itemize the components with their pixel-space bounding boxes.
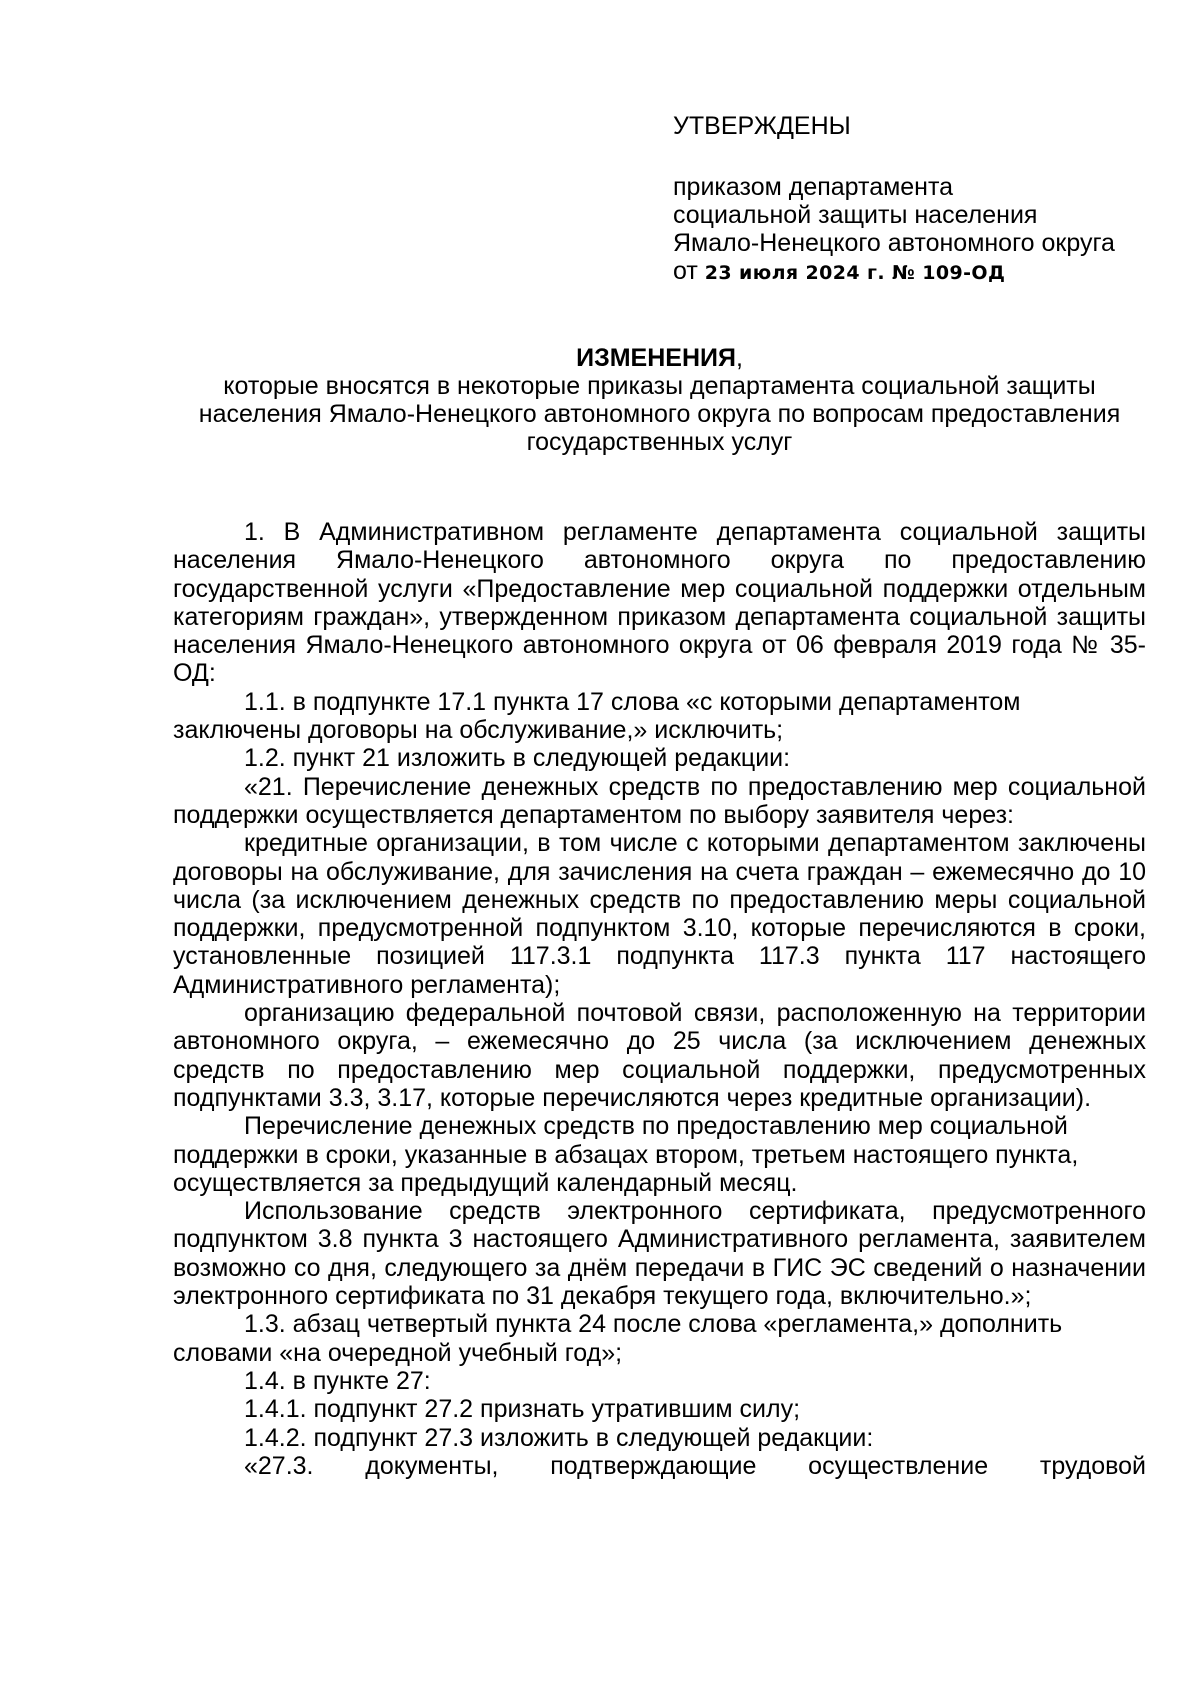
paragraph: кредитные организации, в том числе с которыми департаментом заключены договоры на обслуживание, для зачисления на счета граждан – ежемесячно до 10 числа (за исключением денежных средств по предоставлению меры социальной поддержки, предусмотренной подпунктом 3.10, которые перечисляются в сроки, установленные позицией 117.3.1 подпункта 117.3 пункта 117 настоящего Административного регламента);	[173, 829, 1146, 999]
paragraph: 1.4. в пункте 27:	[244, 1366, 431, 1395]
approval-title: УТВЕРЖДЕНЫ	[673, 112, 851, 140]
approval-date-stamp: 23 июля 2024 г. № 109-ОД	[704, 262, 1006, 284]
approval-date-line	[673, 257, 1173, 287]
approval-block	[673, 112, 1173, 287]
heading-title-suffix: ,	[735, 344, 743, 372]
paragraph: Перечисление денежных средств по предоставлению мер социальной поддержки в сроки, указанные в абзацах втором, третьем настоящего пункта, осуществляется за предыдущий календарный месяц.	[173, 1112, 1079, 1197]
paragraph: «27.3. документы, подтверждающие осуществление трудовой	[244, 1451, 1146, 1480]
heading-subtitle: которые вносятся в некоторые приказы департамента социальной защиты населения Ямало-Ненецкого автономного округа по вопросам предоставления государственных услуг	[198, 372, 1121, 456]
approval-date-prefix: от	[673, 257, 705, 285]
document-heading	[172, 344, 1147, 456]
paragraph: 1.4.1. подпункт 27.2 признать утратившим силу;	[244, 1395, 801, 1424]
paragraph: 1.4.2. подпункт 27.3 изложить в следующей редакции:	[244, 1423, 874, 1452]
approval-line: приказом департамента	[673, 173, 954, 201]
approval-line: Ямало-Ненецкого автономного округа	[673, 229, 1115, 257]
paragraph: организацию федеральной почтовой связи, расположенную на территории автономного округа, – ежемесячно до 25 числа (за исключением денежных средств по предоставлению мер социальной поддержки, предусмотренных подпунктами 3.3, 3.17, которые перечисляются через кредитные организации).	[173, 999, 1146, 1112]
heading-title-line	[172, 344, 1147, 372]
paragraph: 1.1. в подпункте 17.1 пункта 17 слова «с которыми департаментом заключены договоры на обслуживание,» исключить;	[173, 687, 1021, 745]
paragraph: «21. Перечисление денежных средств по предоставлению мер социальной поддержки осуществляется департаментом по выбору заявителя через:	[173, 772, 1146, 829]
paragraph: 1.2. пункт 21 изложить в следующей редакции:	[244, 744, 791, 773]
paragraph: 1. В Административном регламенте департамента социальной защиты населения Ямало-Ненецкого автономного округа по предоставлению государственной услуги «Предоставление мер социальной поддержки отдельным категориям граждан», утвержденном приказом департамента социальной защиты населения Ямало-Ненецкого автономного округа от 06 февраля 2019 года № 35-ОД:	[173, 518, 1146, 688]
document-body	[173, 518, 1146, 1480]
approval-line: социальной защиты населения	[673, 201, 1038, 229]
heading-title: ИЗМЕНЕНИЯ	[576, 344, 736, 372]
paragraph: Использование средств электронного сертификата, предусмотренного подпунктом 3.8 пункта 3 настоящего Административного регламента, заявителем возможно со дня, следующего за днём передачи в ГИС ЭС сведений о назначении электронного сертификата по 31 декабря текущего года, включительно.»;	[173, 1197, 1146, 1311]
paragraph: 1.3. абзац четвертый пункта 24 после слова «регламента,» дополнить словами «на очередной учебный год»;	[173, 1310, 1063, 1367]
